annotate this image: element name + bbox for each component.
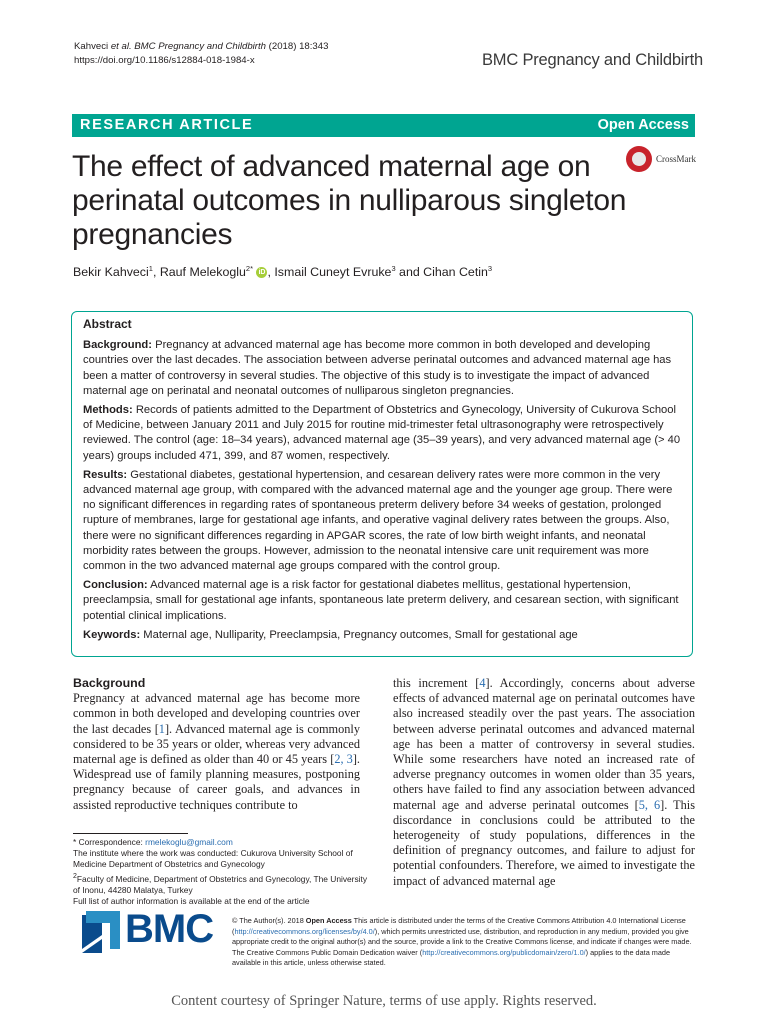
article-type-banner <box>72 114 695 137</box>
journal-name: BMC Pregnancy and Childbirth <box>482 51 703 69</box>
abstract <box>83 317 687 647</box>
citation-header <box>74 40 328 68</box>
affiliation-sup: 2 <box>73 872 77 880</box>
author-name[interactable]: Rauf Melekoglu <box>159 265 246 280</box>
open-access-label: Open Access <box>597 117 689 133</box>
section-label: Methods: <box>83 404 133 417</box>
citation-link[interactable]: 2, 3 <box>334 752 353 767</box>
correspondence-label: * Correspondence: <box>73 837 146 847</box>
affiliation-sup: 1 <box>148 264 153 273</box>
orcid-icon[interactable]: iD <box>258 269 266 277</box>
footnote-divider <box>73 833 188 834</box>
section-text: Records of patients admitted to the Department of Obstetrics and Gynecology, University of Cukurova School of Medicine, between January 2011 and July 2015 for routine mid-trimester fetal ultrasonography were retrospectively reviewed. The control (age: 18–34 years), advanced maternal age (35–39 years), and very advanced maternal age (> 40 years) groups included 471, 399, and 87 women, respectively. <box>83 404 681 462</box>
section-text: Pregnancy at advanced maternal age has become more common in both developed and developing countries over the last decades. The association between adverse perinatal outcomes and advanced maternal age has been a matter of controversy in several studies. The objective of this study is to investigate the impact of advanced maternal age on perinatal and neonatal outcomes of nulliparous singleton pregnancies. <box>83 339 672 397</box>
section-heading: Background <box>73 676 146 690</box>
citation-volume: (2018) 18:343 <box>266 41 329 52</box>
open-access-bold: Open Access <box>305 916 352 925</box>
affiliation-sup: 3 <box>487 264 493 273</box>
affiliation-note <box>73 871 373 896</box>
body-column-left <box>73 676 360 813</box>
citation-journal: et al. BMC Pregnancy and Childbirth <box>110 41 266 52</box>
license-text: ) applies to the data made available in this article, unless otherwise stated. <box>232 947 671 968</box>
author-name[interactable]: Cihan Cetin <box>423 265 488 280</box>
author-separator: and <box>395 265 424 280</box>
crossmark-label: CrossMark <box>656 154 696 164</box>
courtesy-footer: Content courtesy of Springer Nature, terms of use apply. Rights reserved. <box>171 993 597 1009</box>
bmc-logo-icon <box>80 909 124 955</box>
abstract-keywords <box>83 628 687 643</box>
body-text: ]. Advanced maternal age is commonly considered to be 35 years or older, whereas very advanced maternal age is defined as older than 40 or 45 years [ <box>73 721 360 767</box>
body-text: this increment [ <box>393 676 480 690</box>
body-paragraph <box>393 676 695 889</box>
citation-link[interactable]: 4 <box>479 676 486 690</box>
correspondence <box>73 837 373 848</box>
citation-link[interactable]: 1 <box>158 721 165 736</box>
abstract-heading: Abstract <box>83 317 132 331</box>
abstract-conclusion <box>83 578 687 624</box>
institute-note: The institute where the work was conducted: Cukurova University School of Medicine Department of Obstetrics and Gynecology <box>73 848 353 870</box>
license-text: This article is distributed under the terms of the Creative Commons Attribution 4.0 International License ( <box>232 916 686 936</box>
citation-authors: Kahveci <box>74 41 109 52</box>
author-name[interactable]: Ismail Cuneyt Evruke <box>274 265 392 280</box>
body-column-right <box>393 676 695 889</box>
author-name[interactable]: Bekir Kahveci <box>73 265 149 280</box>
abstract-background <box>83 338 687 399</box>
affiliation-sup: 3 <box>391 264 396 273</box>
section-label: Keywords: <box>83 628 141 641</box>
author-separator: , <box>267 265 275 280</box>
crossmark-badge[interactable] <box>626 146 706 174</box>
section-label: Conclusion: <box>83 579 148 592</box>
cc-zero-link[interactable]: http://creativecommons.org/publicdomain/zero/1.0/ <box>422 947 586 957</box>
body-text: Pregnancy at advanced maternal age has become more common in both developed and developing countries over the last decades [ <box>73 691 360 736</box>
bmc-logo-text: BMC <box>125 907 214 951</box>
cc-license-link[interactable]: http://creativecommons.org/licenses/by/4.0/ <box>234 926 375 936</box>
body-text: ]. Widespread use of family planning measures, postponing pregnancy because of career goals, and advances in assisted reproductive techniques contribute to <box>73 752 360 812</box>
article-type-label: RESEARCH ARTICLE <box>80 117 254 133</box>
abstract-methods <box>83 403 687 464</box>
citation-link[interactable]: 5, 6 <box>638 797 661 812</box>
body-text: ]. This discordance in conclusions could be attributed to the heterogeneity of study populations, differences in the definition of pregnancy outcomes, and failure to adjust for potential confounders. Therefore, we aimed to investigate the impact of advanced maternal age <box>393 797 696 888</box>
license-statement <box>232 916 692 969</box>
section-label: Background: <box>83 339 152 352</box>
license-text: ), which permits unrestricted use, distribution, and reproduction in any medium, provided you give appropriate credit to the original author(s) and the source, provide a link to the Creative Commons license, and indicate if changes were made. The Creative Commons Public Domain Dedication waiver ( <box>232 926 692 957</box>
body-paragraph <box>73 691 360 813</box>
bmc-logo <box>80 909 230 957</box>
abstract-results <box>83 468 687 574</box>
author-separator: , <box>152 265 160 280</box>
crossmark-icon <box>626 146 652 172</box>
full-list-note: Full list of author information is available at the end of the article <box>73 895 310 906</box>
article-title: The effect of advanced maternal age on perinatal outcomes in nulliparous singleton pregnancies <box>72 150 627 251</box>
affiliation-sup: 2* <box>245 264 254 273</box>
body-text: ]. Accordingly, concerns about adverse effects of advanced maternal age on perinatal outcomes have also increased steadily over the past years. The association between adverse perinatal outcomes and advanced maternal age has been a matter of controversy in several studies. While some researchers have noted an increased rate of adverse pregnancy outcomes in women older than 35 years, others have failed to find any association between advanced maternal age and adverse perinatal outcomes [ <box>393 676 695 812</box>
footnotes <box>73 837 373 907</box>
section-text: Advanced maternal age is a risk factor for gestational diabetes mellitus, gestational hypertension, preeclampsia, small for gestational age infants, spontaneous late preterm delivery, and cesarean section, with significant potential clinical implications. <box>83 579 679 622</box>
section-label: Results: <box>83 468 128 481</box>
doi-link[interactable]: https://doi.org/10.1186/s12884-018-1984-x <box>74 55 255 66</box>
section-text: Gestational diabetes, gestational hypertension, and cesarean delivery rates were more common in the very advanced maternal age group, with compared with the advanced maternal age and the younger age group. There were no significant differences in regarding rates of spontaneous preterm delivery before 34 weeks of gestation, prolonged rupture of membranes, large for gestational age infants, and operative vaginal delivery rates between the groups. Also, there were no significant differences regarding in APGAR scores, the rate of low birth weight infants, and neonatal morbidity rates between the groups. However, admission to the neonatal intensive care unit requirement was more common in the two advanced maternal age groups compared with the control group. <box>83 468 673 573</box>
author-list <box>73 264 492 279</box>
email-link[interactable]: rmelekoglu@gmail.com <box>145 837 233 847</box>
section-text: Maternal age, Nulliparity, Preeclampsia, Pregnancy outcomes, Small for gestational age <box>140 628 578 641</box>
affiliation-text: Faculty of Medicine, Department of Obstetrics and Gynecology, The University of Inonu, 44280 Malatya, Turkey <box>73 873 368 895</box>
license-text: © The Author(s). 2018 <box>232 916 306 925</box>
